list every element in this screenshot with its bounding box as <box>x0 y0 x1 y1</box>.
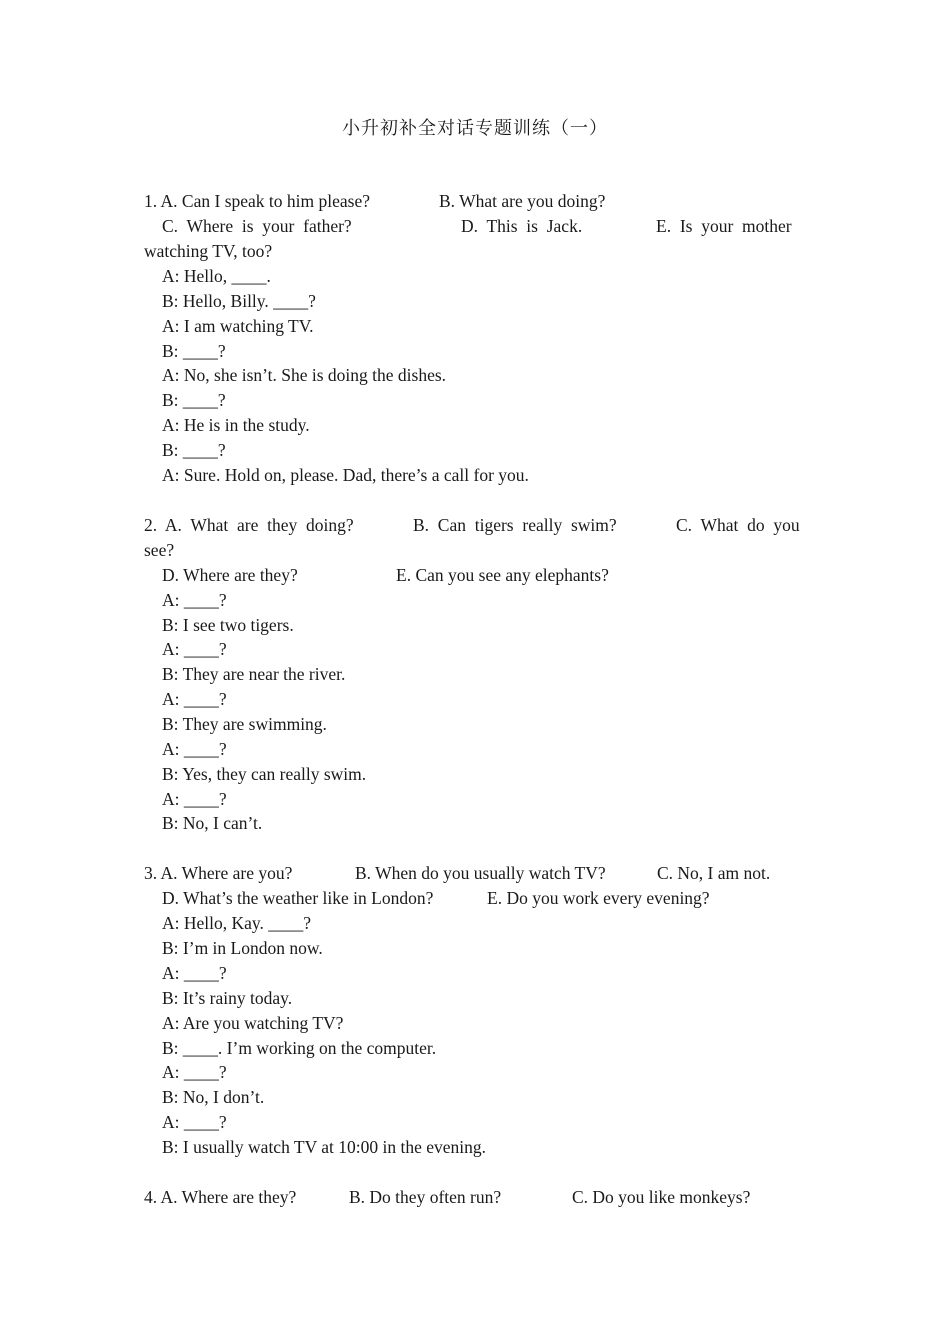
q3-dialogue-line: A: Hello, Kay. ____? <box>162 913 312 933</box>
q2-dialogue-line: B: They are near the river. <box>162 664 346 684</box>
q1-dialogue-line: A: I am watching TV. <box>162 316 314 336</box>
q3-dialogue-line: B: No, I don’t. <box>162 1087 265 1107</box>
q2-dialogue-line: B: They are swimming. <box>162 714 327 734</box>
q1-dialogue-line: B: ____? <box>162 440 226 460</box>
q3-dialogue-line: B: ____. I’m working on the computer. <box>162 1038 437 1058</box>
q4-option-b: B. Do they often run? <box>349 1187 502 1207</box>
q2-option-c-cont: see? <box>144 540 175 560</box>
q1-dialogue-line: A: Hello, ____. <box>162 266 271 286</box>
q1-option-e-cont: watching TV, too? <box>144 241 273 261</box>
q3-dialogue-line: B: It’s rainy today. <box>162 988 293 1008</box>
q1-option-d: D. This is Jack. <box>461 216 583 236</box>
q3-option-a: 3. A. Where are you? <box>144 863 293 883</box>
q3-option-e: E. Do you work every evening? <box>487 888 710 908</box>
q3-option-d: D. What’s the weather like in London? <box>162 888 434 908</box>
page-title: 小升初补全对话专题训练（一） <box>342 118 608 138</box>
q2-option-a: 2. A. What are they doing? <box>144 515 354 535</box>
q2-dialogue-line: A: ____? <box>162 590 227 610</box>
q3-dialogue-line: B: I’m in London now. <box>162 938 323 958</box>
q2-option-c: C. What do you <box>676 515 800 535</box>
q1-dialogue-line: A: Sure. Hold on, please. Dad, there’s a call for you. <box>162 465 529 485</box>
q1-option-c: C. Where is your father? <box>162 216 352 236</box>
q2-dialogue-line: A: ____? <box>162 789 227 809</box>
q3-dialogue-line: A: ____? <box>162 1112 227 1132</box>
q2-dialogue-line: A: ____? <box>162 689 227 709</box>
q3-dialogue-line: A: ____? <box>162 1062 227 1082</box>
q3-dialogue-line: A: ____? <box>162 963 227 983</box>
q1-dialogue-line: B: ____? <box>162 390 226 410</box>
q2-dialogue-line: A: ____? <box>162 739 227 759</box>
q1-dialogue-line: B: Hello, Billy. ____? <box>162 291 316 311</box>
q2-dialogue-line: B: Yes, they can really swim. <box>162 764 367 784</box>
q1-dialogue-line: A: No, she isn’t. She is doing the dishes. <box>162 365 447 385</box>
q2-option-d: D. Where are they? <box>162 565 298 585</box>
q1-option-a: 1. A. Can I speak to him please? <box>144 191 370 211</box>
q4-option-c: C. Do you like monkeys? <box>572 1187 751 1207</box>
q3-dialogue-line: B: I usually watch TV at 10:00 in the evening. <box>162 1137 487 1157</box>
q3-option-b: B. When do you usually watch TV? <box>355 863 606 883</box>
q2-option-b: B. Can tigers really swim? <box>413 515 617 535</box>
q3-dialogue-line: A: Are you watching TV? <box>162 1013 344 1033</box>
q1-dialogue-line: A: He is in the study. <box>162 415 310 435</box>
q3-option-c: C. No, I am not. <box>657 863 771 883</box>
q1-dialogue-line: B: ____? <box>162 341 226 361</box>
q1-option-e: E. Is your mother <box>656 216 792 236</box>
q1-option-b: B. What are you doing? <box>439 191 606 211</box>
q2-dialogue-line: B: No, I can’t. <box>162 813 263 833</box>
q2-option-e: E. Can you see any elephants? <box>396 565 609 585</box>
q4-option-a: 4. A. Where are they? <box>144 1187 297 1207</box>
q2-dialogue-line: B: I see two tigers. <box>162 615 294 635</box>
q2-dialogue-line: A: ____? <box>162 639 227 659</box>
